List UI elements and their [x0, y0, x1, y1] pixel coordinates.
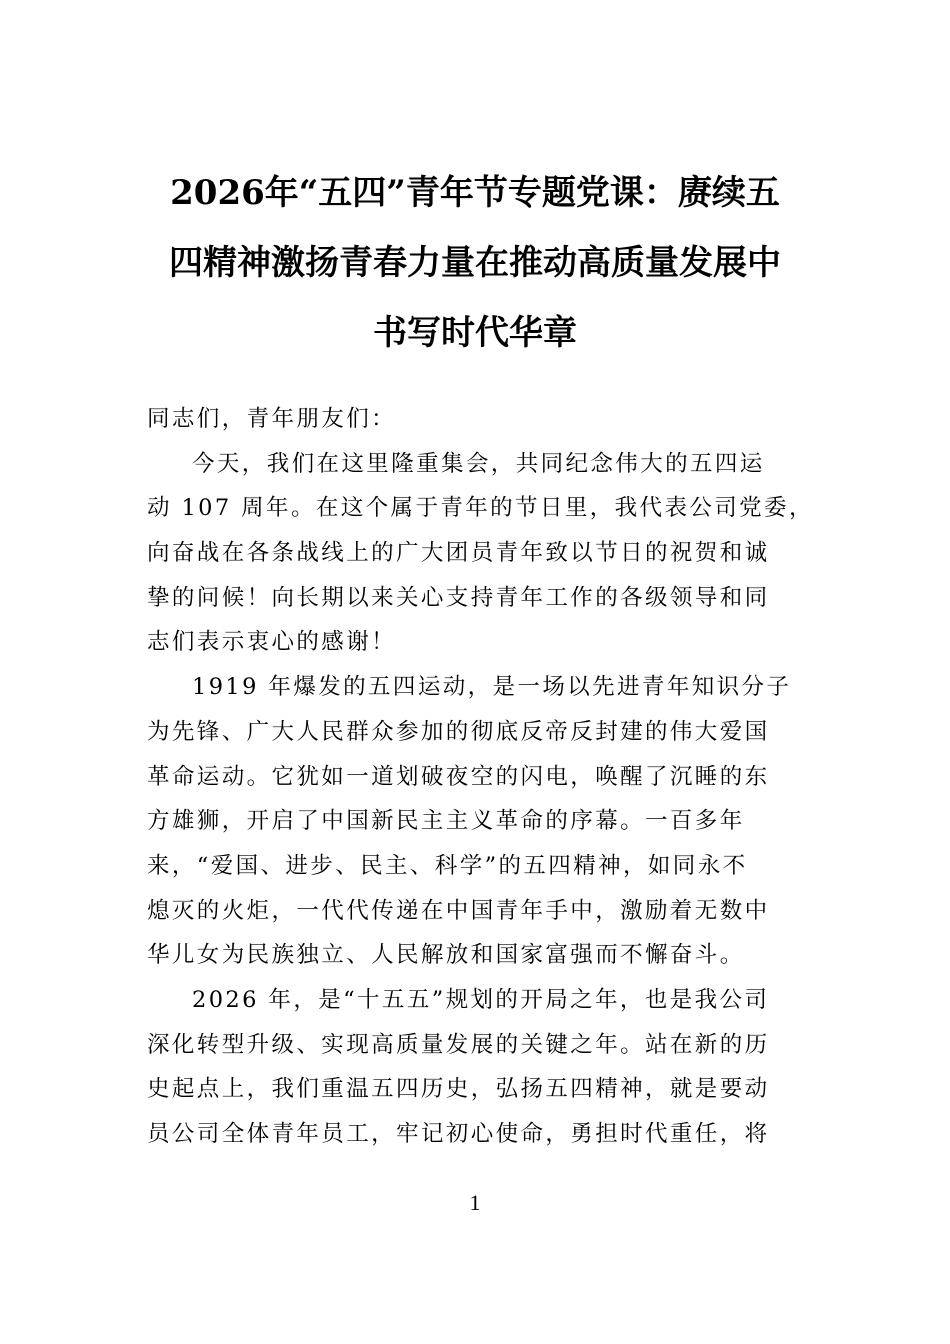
- paragraph-line: 深化转型升级、实现高质量发展的关键之年。站在新的历: [147, 1031, 770, 1058]
- title-line: 书写时代华章: [373, 313, 577, 353]
- paragraph-line: 革命运动。它犹如一道划破夜空的闪电，唤醒了沉睡的东: [147, 763, 770, 790]
- paragraph-line: 1919 年爆发的五四运动，是一场以先进青年知识分子: [192, 674, 792, 701]
- document-body: [147, 397, 814, 1157]
- paragraph-line: 史起点上，我们重温五四历史，弘扬五四精神，就是要动: [147, 1076, 770, 1103]
- paragraph-line: 挚的问候！向长期以来关心支持青年工作的各级领导和同: [147, 584, 770, 611]
- paragraph-line: 来，“爱国、进步、民主、科学”的五四精神，如同永不: [147, 852, 748, 879]
- title-line: 2026年“五四”青年节专题党课：赓续五: [170, 173, 780, 213]
- salutation: 同志们，青年朋友们：: [147, 406, 397, 432]
- paragraph-1: [147, 442, 814, 665]
- page-number: 1: [469, 1190, 481, 1215]
- paragraph-line: 员公司全体青年员工，牢记初心使命，勇担时代重任，将: [147, 1121, 770, 1147]
- paragraph-line: 志们表示衷心的感谢！: [147, 629, 397, 656]
- document-title: [140, 158, 810, 368]
- title-line: 四精神激扬青春力量在推动高质量发展中: [169, 243, 781, 283]
- paragraph-line: 华儿女为民族独立、人民解放和国家富强而不懈奋斗。: [147, 942, 745, 969]
- paragraph-line: 向奋战在各条战线上的广大团员青年致以节日的祝贺和诚: [147, 540, 770, 567]
- paragraph-line: 2026 年，是“十五五”规划的开局之年，也是我公司: [192, 986, 770, 1013]
- paragraph-line: 今天，我们在这里隆重集会，共同纪念伟大的五四运: [192, 450, 765, 477]
- paragraph-line: 熄灭的火炬，一代代传递在中国青年手中，激励着无数中: [147, 897, 770, 924]
- paragraph-3: [147, 978, 807, 1157]
- paragraph-line: 方雄狮，开启了中国新民主主义革命的序幕。一百多年: [147, 808, 745, 835]
- paragraph-2: [147, 665, 807, 978]
- paragraph-line: 为先锋、广大人民群众参加的彻底反帝反封建的伟大爱国: [147, 718, 770, 745]
- paragraph-line: 动 107 周年。在这个属于青年的节日里，我代表公司党委，: [147, 495, 814, 522]
